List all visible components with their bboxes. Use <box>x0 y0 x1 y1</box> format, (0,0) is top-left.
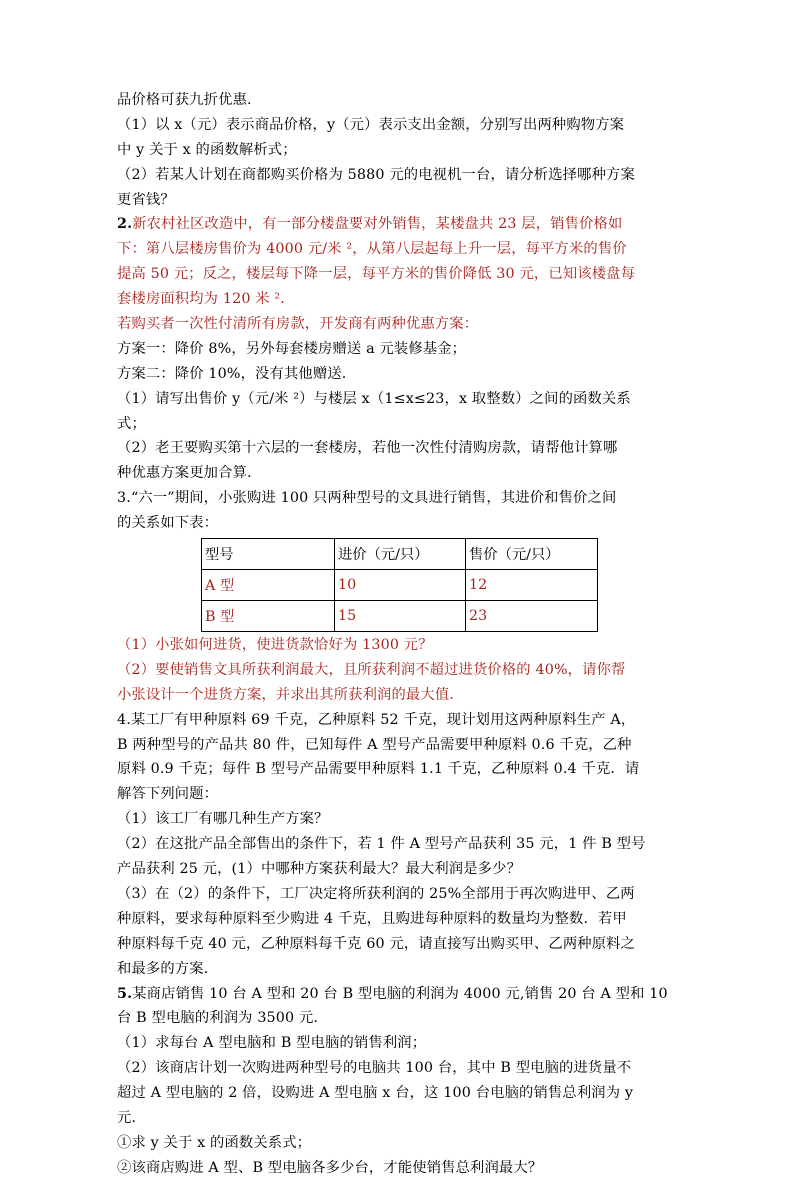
q5-line-7: ①求 y 关于 x 的函数关系式； <box>117 1134 312 1151</box>
q2-line-11: 种优惠方案更加合算. <box>117 465 252 482</box>
q2-number: 2. <box>117 216 133 233</box>
q3-line-1: 3.“六一”期间，小张购进 100 只两种型号的文具进行销售，其进价和售价之间 <box>117 490 617 507</box>
q2-line-6: 方案一：降价 8%，另外每套楼房赠送 a 元装修基金； <box>117 340 467 357</box>
q3-line-3: （1）小张如何进货，使进货款恰好为 1300 元？ <box>117 637 433 654</box>
table-cell: B 型 <box>202 601 335 632</box>
q5-number: 5. <box>117 985 133 1002</box>
q2-line-8: （1）请写出售价 y（元/米 ²）与楼层 x（1≤x≤23，x 取整数）之间的函数关系 <box>117 390 631 407</box>
q4-line-6: （2）在这批产品全部售出的条件下，若 1 件 A 型号产品获利 35 元，1 件 B 型号 <box>117 836 646 853</box>
table-cell: 23 <box>466 601 598 632</box>
q2-line-7: 方案二：降价 10%，没有其他赠送. <box>117 365 347 382</box>
table-cell: 12 <box>466 570 598 601</box>
q5-line-1 <box>117 982 679 1007</box>
q4-line-2: B 两种型号的产品共 80 件，已知每件 A 型号产品需要甲种原料 0.6 千克，乙种 <box>117 736 632 753</box>
intro-line-4: （2）若某人计划在商都购买价格为 5880 元的电视机一台，请分析选择哪种方案 <box>117 166 635 183</box>
q4-line-1: 4.某工厂有甲种原料 69 千克，乙种原料 52 千克，现计划用这两种原料生产 A， <box>117 711 636 728</box>
intro-line-3: 中 y 关于 x 的函数解析式； <box>117 141 297 158</box>
q5-line-4: （2）该商店计划一次购进两种型号的电脑共 100 台，其中 B 型电脑的进货量不 <box>117 1060 632 1077</box>
q5-line-8: ②该商店购进 A 型、B 型电脑各多少台，才能使销售总利润最大？ <box>117 1159 543 1176</box>
intro-line-5: 更省钱？ <box>117 191 175 208</box>
table-header-row <box>202 539 598 570</box>
table-cell: 10 <box>335 570 466 601</box>
q3-line-4: （2）要使销售文具所获利润最大，且所获利润不超过进货价格的 40%，请你帮 <box>117 661 626 678</box>
q3-line-2: 的关系如下表： <box>117 515 219 532</box>
q4-line-8: （3）在（2）的条件下，工厂决定将所获利润的 25%全部用于再次购进甲、乙两 <box>117 885 635 902</box>
q4-line-11: 和最多的方案. <box>117 960 209 977</box>
q4-line-4: 解答下列问题： <box>117 786 219 803</box>
q3-line-5: 小张设计一个进货方案，并求出其所获利润的最大值. <box>117 686 454 703</box>
q2-line-4: 套楼房面积均为 120 米 ². <box>117 291 285 308</box>
q5-line-2: 台 B 型电脑的利润为 3500 元. <box>117 1010 319 1027</box>
q2-text-1: 新农村社区改造中，有一部分楼盘要对外销售，某楼盘共 23 层，销售价格如 <box>132 216 623 233</box>
intro-line-2: （1）以 x（元）表示商品价格，y（元）表示支出金额，分别写出两种购物方案 <box>117 116 625 133</box>
table-row <box>202 570 598 601</box>
intro-line-1: 品价格可获九折优惠. <box>117 92 252 108</box>
table-cell: 15 <box>335 601 466 632</box>
q2-line-5: 若购买者一次性付清所有房款，开发商有两种优惠方案： <box>117 316 479 333</box>
q5-line-6: 元. <box>117 1109 137 1126</box>
q4-line-3: 原料 0.9 千克；每件 B 型号产品需要甲种原料 1.1 千克，乙种原料 0.4 千克．请 <box>117 761 640 778</box>
table-header-cell: 型号 <box>202 539 335 570</box>
q5-line-5: 超过 A 型电脑的 2 倍，设购进 A 型电脑 x 台，这 100 台电脑的销售总利润为 y <box>117 1085 634 1102</box>
q4-line-7: 产品获利 25 元，(1）中哪种方案获利最大？最大利润是多少？ <box>117 861 522 878</box>
q4-line-10: 种原料每千克 40 元，乙种原料每千克 60 元，请直接写出购买甲、乙两种原料之 <box>117 935 636 952</box>
table-row <box>202 601 598 632</box>
price-table <box>201 538 598 632</box>
table-cell: A 型 <box>202 570 335 601</box>
table-header-cell: 进价（元/只） <box>335 539 466 570</box>
q2-line-10: （2）老王要购买第十六层的一套楼房，若他一次性付清购房款，请帮他计算哪 <box>117 440 618 457</box>
q2-line-1 <box>117 212 679 237</box>
table-header-cell: 售价（元/只） <box>466 539 598 570</box>
q2-line-3: 提高 50 元；反之，楼层每下降一层，每平方米的售价降低 30 元，已知该楼盘每 <box>117 266 636 283</box>
q2-line-2: 下：第八层楼房售价为 4000 元/米 ²，从第八层起每上升一层，每平方米的售价 <box>117 241 627 258</box>
q2-line-9: 式； <box>117 415 146 432</box>
q5-text-1: 某商店销售 10 台 A 型和 20 台 B 型电脑的利润为 4000 元,销售 20 台 A 型和 10 <box>132 985 668 1002</box>
document-page <box>117 88 679 1181</box>
q5-line-3: （1）求每台 A 型电脑和 B 型电脑的销售利润； <box>117 1035 427 1052</box>
q4-line-5: （1）该工厂有哪几种生产方案？ <box>117 811 329 828</box>
q4-line-9: 种原料，要求每种原料至少购进 4 千克，且购进每种原料的数量均为整数．若甲 <box>117 910 627 927</box>
